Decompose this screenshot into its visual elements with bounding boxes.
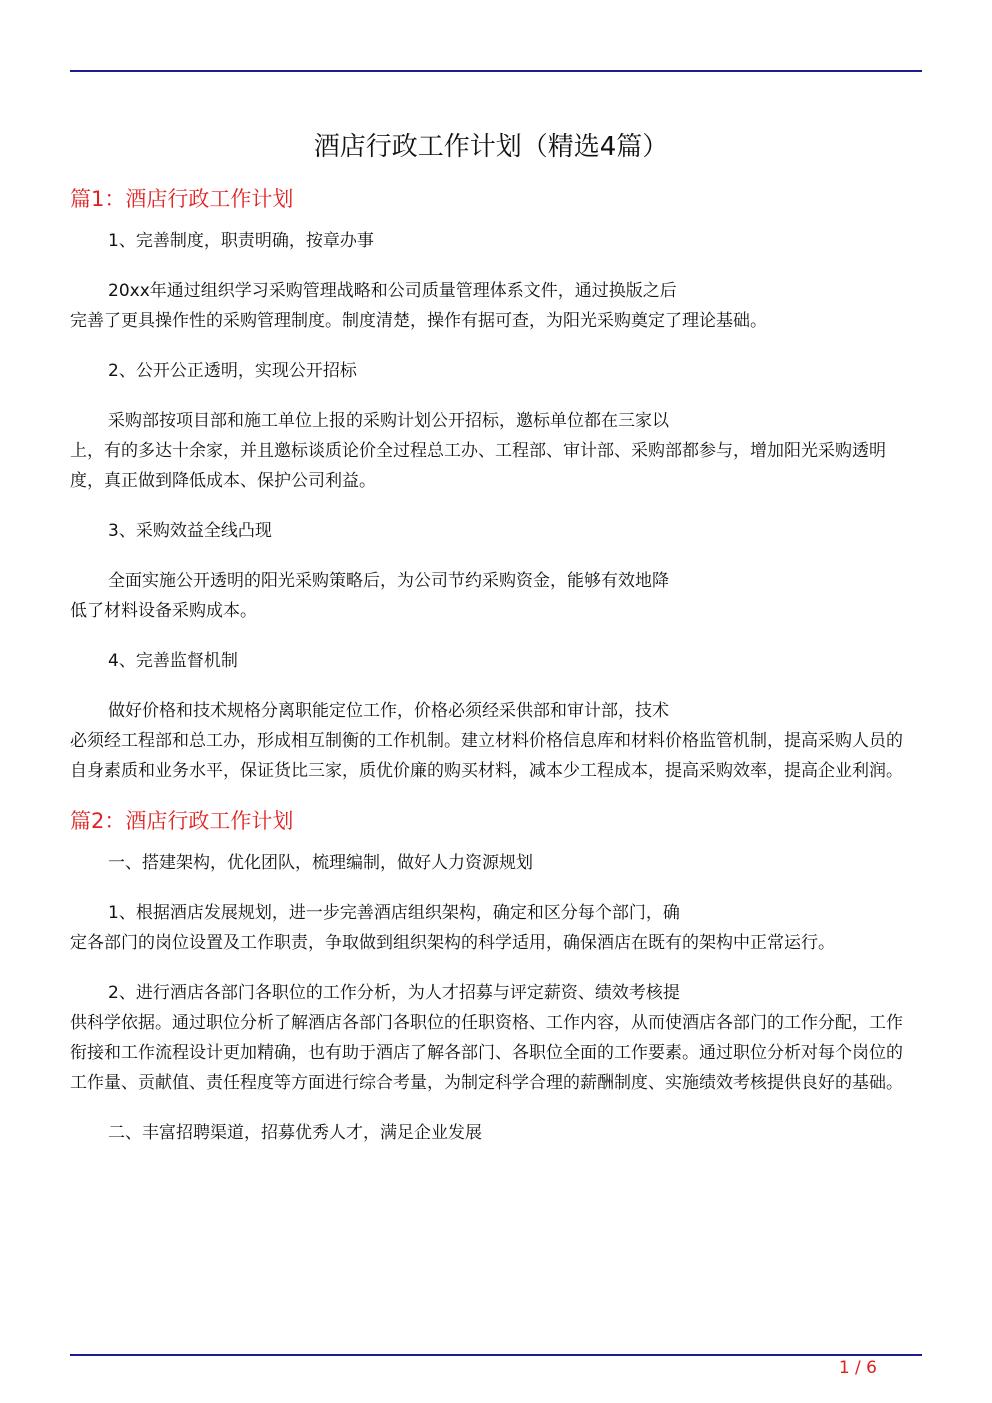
paragraph-first-line: 全面实施公开透明的阳光采购策略后，为公司节约采购资金，能够有效地降 bbox=[108, 571, 669, 591]
paragraph bbox=[70, 978, 912, 1098]
paragraph-first-line: 4、完善监督机制 bbox=[108, 651, 238, 671]
paragraph-continuation: 完善了更具操作性的采购管理制度。制度清楚，操作有据可查，为阳光采购奠定了理论基础。 bbox=[70, 311, 767, 331]
paragraph bbox=[70, 566, 912, 626]
paragraph bbox=[70, 848, 912, 878]
paragraph-continuation: 低了材料设备采购成本。 bbox=[70, 601, 257, 621]
paragraph bbox=[70, 516, 912, 546]
paragraph-continuation: 供科学依据。通过职位分析了解酒店各部门各职位的任职资格、工作内容，从而使酒店各部门的工作分配，工作衔接和工作流程设计更加精确，也有助于酒店了解各部门、各职位全面的工作要素。通过职位分析对每个岗位的工作量、贡献值、责任程度等方面进行综合考量，为制定科学合理的薪酬制度、实施绩效考核提供良好的基础。 bbox=[70, 1013, 903, 1093]
section-heading: 篇2：酒店行政工作计划 bbox=[70, 809, 294, 833]
paragraph bbox=[70, 356, 912, 386]
page-number: 1 / 6 bbox=[838, 1358, 877, 1378]
paragraph bbox=[70, 406, 912, 496]
paragraph-continuation: 必须经工程部和总工办，形成相互制衡的工作机制。建立材料价格信息库和材料价格监管机制，提高采购人员的自身素质和业务水平，保证货比三家，质优价廉的购买材料，减本少工程成本，提高采购效率，提高企业利润。 bbox=[70, 731, 903, 781]
paragraph-continuation: 定各部门的岗位设置及工作职责，争取做到组织架构的科学适用，确保酒店在既有的架构中正常运行。 bbox=[70, 933, 835, 953]
paragraph-first-line: 二、丰富招聘渠道，招募优秀人才，满足企业发展 bbox=[108, 1123, 482, 1143]
document-title: 酒店行政工作计划（精选4篇） bbox=[313, 132, 669, 162]
paragraph-first-line: 3、采购效益全线凸现 bbox=[108, 521, 272, 541]
paragraph-first-line: 采购部按项目部和施工单位上报的采购计划公开招标，邀标单位都在三家以 bbox=[108, 411, 669, 431]
paragraph bbox=[70, 696, 912, 786]
paragraph-first-line: 2、公开公正透明，实现公开招标 bbox=[108, 361, 357, 381]
paragraph bbox=[70, 1118, 912, 1148]
paragraph-first-line: 1、完善制度，职责明确，按章办事 bbox=[108, 231, 374, 251]
section-2 bbox=[70, 806, 912, 1148]
document-body bbox=[70, 128, 912, 1168]
paragraph-first-line: 1、根据酒店发展规划，进一步完善酒店组织架构，确定和区分每个部门，确 bbox=[108, 903, 680, 923]
paragraph bbox=[70, 646, 912, 676]
paragraph-first-line: 2、进行酒店各部门各职位的工作分析，为人才招募与评定薪资、绩效考核提 bbox=[108, 983, 680, 1003]
paragraph-first-line: 一、搭建架构，优化团队，梳理编制，做好人力资源规划 bbox=[108, 853, 533, 873]
footer-rule bbox=[70, 1354, 922, 1356]
paragraph bbox=[70, 276, 912, 336]
section-1 bbox=[70, 184, 912, 786]
paragraph-continuation: 上，有的多达十余家，并且邀标谈质论价全过程总工办、工程部、审计部、采购部都参与，增加阳光采购透明度，真正做到降低成本、保护公司利益。 bbox=[70, 441, 886, 491]
paragraph bbox=[70, 898, 912, 958]
paragraph-first-line: 20xx年通过组织学习采购管理战略和公司质量管理体系文件，通过换版之后 bbox=[108, 281, 677, 301]
paragraph bbox=[70, 226, 912, 256]
paragraph-first-line: 做好价格和技术规格分离职能定位工作，价格必须经采供部和审计部，技术 bbox=[108, 701, 669, 721]
header-rule bbox=[70, 70, 922, 72]
section-heading: 篇1：酒店行政工作计划 bbox=[70, 187, 294, 211]
